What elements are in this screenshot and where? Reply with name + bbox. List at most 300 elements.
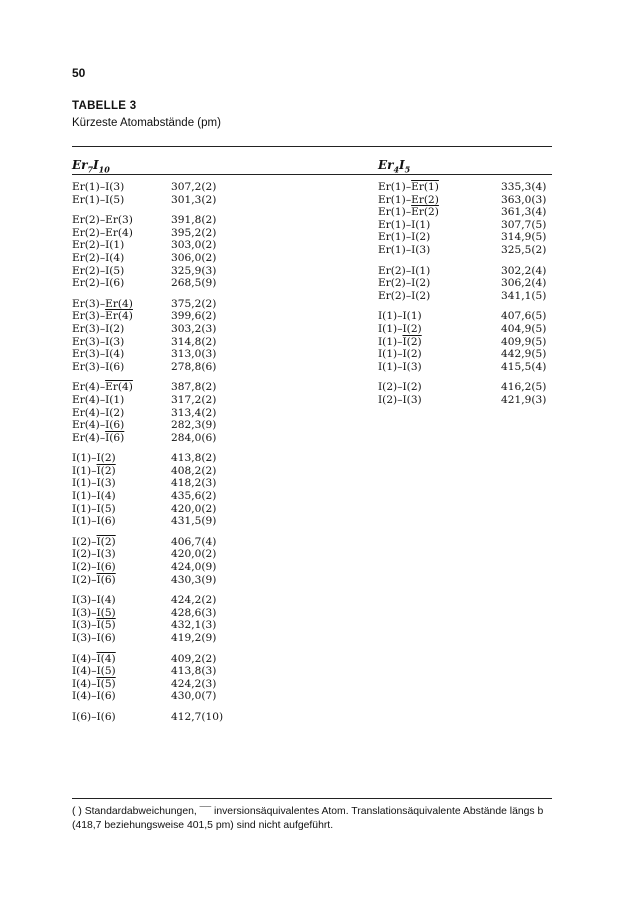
- atom-b: I(2): [96, 535, 116, 548]
- distance-value: 302,2(4): [501, 264, 547, 277]
- atom-a: Er(3): [72, 310, 100, 323]
- distance-row: [72, 477, 272, 490]
- pair-dash: –: [397, 310, 403, 323]
- pair-dash: –: [99, 431, 106, 444]
- pair-dash: –: [91, 710, 97, 723]
- pair-dash: –: [91, 515, 97, 528]
- atom-a: I(4): [72, 677, 92, 690]
- distance-value: 387,8(2): [171, 381, 217, 394]
- atom-b: I(1): [105, 239, 125, 252]
- pair-dash: –: [405, 289, 412, 302]
- atom-b: I(3): [96, 477, 116, 490]
- pair-dash: –: [99, 322, 106, 335]
- distance-row: [72, 227, 272, 240]
- atom-pair: [72, 711, 116, 724]
- atom-b: I(5): [96, 677, 116, 690]
- distance-row: [72, 536, 272, 549]
- atom-a: Er(4): [72, 431, 100, 444]
- atom-b: I(5): [96, 606, 116, 619]
- group-spacer: [72, 528, 272, 536]
- distance-row: [72, 452, 272, 465]
- distance-row: [72, 181, 272, 194]
- atom-a: I(6): [72, 710, 92, 723]
- distance-value: 325,9(3): [171, 264, 217, 277]
- table-caption: Kürzeste Atomabstände (pm): [72, 117, 221, 129]
- pair-dash: –: [99, 264, 106, 277]
- atom-pair: [378, 381, 422, 394]
- atom-a: I(1): [378, 310, 398, 323]
- pair-dash: –: [91, 619, 97, 632]
- distance-row: [72, 574, 272, 587]
- atom-a: I(2): [378, 381, 398, 394]
- atom-b: I(5): [96, 665, 116, 678]
- atom-a: I(2): [378, 393, 398, 406]
- atom-a: Er(1): [378, 231, 406, 244]
- distance-value: 431,5(9): [171, 515, 217, 528]
- pair-dash: –: [99, 348, 106, 361]
- atom-pair: [378, 194, 439, 207]
- atom-a: Er(4): [72, 419, 100, 432]
- atom-b: I(6): [96, 710, 116, 723]
- atom-a: I(1): [72, 490, 92, 503]
- atom-b: I(5): [105, 264, 125, 277]
- distance-row: [72, 323, 272, 336]
- pair-dash: –: [397, 335, 403, 348]
- distance-row: [72, 419, 272, 432]
- atom-pair: [378, 219, 430, 232]
- atom-pair: [72, 194, 124, 207]
- distance-value: 420,0(2): [171, 502, 217, 515]
- distance-row: [72, 298, 272, 311]
- atom-pair: [72, 653, 116, 666]
- distance-row: [72, 490, 272, 503]
- pair-dash: –: [99, 406, 106, 419]
- distance-row: [378, 290, 552, 303]
- distance-row: [378, 310, 552, 323]
- atom-b: Er(2): [411, 193, 439, 206]
- atom-a: I(4): [72, 652, 92, 665]
- group-spacer: [378, 257, 552, 265]
- pair-dash: –: [397, 322, 403, 335]
- distance-row: [72, 265, 272, 278]
- pair-dash: –: [397, 393, 403, 406]
- distance-value: 313,0(3): [171, 348, 217, 361]
- distance-value: 418,2(3): [171, 477, 217, 490]
- distance-row: [72, 632, 272, 645]
- distance-row: [72, 394, 272, 407]
- pair-dash: –: [91, 665, 97, 678]
- atom-pair: [378, 361, 422, 374]
- atom-b: I(3): [402, 393, 422, 406]
- distance-value: 430,3(9): [171, 573, 217, 586]
- distance-row: [72, 594, 272, 607]
- pair-dash: –: [99, 360, 106, 373]
- distance-row: [72, 678, 272, 691]
- atom-pair: [378, 336, 422, 349]
- group-spacer: [72, 645, 272, 653]
- atom-pair: [72, 239, 124, 252]
- atom-b: I(4): [105, 348, 125, 361]
- pair-dash: –: [99, 226, 106, 239]
- atom-pair: [72, 181, 124, 194]
- atom-b: I(5): [96, 502, 116, 515]
- page-number: 50: [72, 66, 86, 80]
- atom-b: I(3): [411, 243, 431, 256]
- atom-a: Er(2): [72, 226, 100, 239]
- group-spacer: [72, 703, 272, 711]
- pair-dash: –: [99, 277, 106, 290]
- distance-row: [72, 407, 272, 420]
- atom-pair: [378, 323, 422, 336]
- atom-pair: [72, 465, 116, 478]
- group-spacer: [72, 586, 272, 594]
- pair-dash: –: [99, 239, 106, 252]
- atom-a: Er(3): [72, 335, 100, 348]
- pair-dash: –: [99, 251, 106, 264]
- distance-value: 341,1(5): [501, 289, 547, 302]
- pair-dash: –: [91, 502, 97, 515]
- atom-pair: [72, 503, 116, 516]
- distance-value: 282,3(9): [171, 419, 217, 432]
- distance-row: [72, 711, 272, 724]
- pair-dash: –: [91, 632, 97, 644]
- atom-pair: [378, 206, 439, 219]
- atom-pair: [72, 619, 116, 632]
- distance-value: 424,0(9): [171, 561, 217, 574]
- atom-b: I(3): [105, 335, 125, 348]
- pair-dash: –: [91, 548, 97, 561]
- atom-a: Er(2): [378, 264, 406, 277]
- atom-a: I(2): [72, 573, 92, 586]
- distance-value: 303,0(2): [171, 239, 217, 252]
- distance-value: 278,8(6): [171, 360, 217, 373]
- left-distance-column: [72, 181, 272, 724]
- distance-value: 430,0(7): [171, 690, 217, 703]
- atom-b: Er(4): [105, 297, 133, 310]
- distance-row: [72, 381, 272, 394]
- atom-a: Er(1): [378, 193, 406, 206]
- distance-value: 413,8(2): [171, 452, 217, 465]
- atom-b: Er(3): [105, 214, 133, 227]
- atom-b: I(6): [96, 632, 116, 644]
- pair-dash: –: [405, 243, 412, 256]
- atom-pair: [378, 290, 430, 303]
- distance-row: [378, 265, 552, 278]
- atom-b: I(6): [105, 431, 125, 444]
- atom-a: Er(1): [378, 206, 406, 219]
- distance-row: [72, 548, 272, 561]
- pair-dash: –: [91, 677, 97, 690]
- atom-a: Er(4): [72, 406, 100, 419]
- distance-value: 306,0(2): [171, 251, 217, 264]
- distance-row: [378, 323, 552, 336]
- pair-dash: –: [91, 452, 97, 465]
- distance-value: 306,2(4): [501, 277, 547, 290]
- atom-b: I(6): [96, 515, 116, 528]
- distance-row: [72, 277, 272, 290]
- atom-a: I(1): [72, 452, 92, 465]
- distance-row: [378, 381, 552, 394]
- pair-dash: –: [91, 573, 97, 586]
- distance-value: 435,6(2): [171, 490, 217, 503]
- pair-dash: –: [405, 264, 412, 277]
- atom-b: Er(4): [105, 381, 133, 394]
- atom-pair: [72, 632, 116, 645]
- distance-value: 432,1(3): [171, 619, 217, 632]
- atom-a: Er(3): [72, 348, 100, 361]
- table-bottom-rule: [72, 798, 552, 799]
- atom-a: Er(1): [72, 181, 100, 193]
- distance-row: [378, 206, 552, 219]
- pair-dash: –: [91, 690, 97, 703]
- distance-value: 413,8(3): [171, 665, 217, 678]
- distance-row: [72, 336, 272, 349]
- distance-row: [378, 361, 552, 374]
- atom-pair: [72, 561, 116, 574]
- atom-pair: [72, 336, 124, 349]
- atom-pair: [378, 310, 422, 323]
- distance-row: [378, 244, 552, 257]
- atom-pair: [378, 265, 430, 278]
- atom-pair: [72, 490, 116, 503]
- distance-value: 395,2(2): [171, 226, 217, 239]
- atom-b: I(1): [402, 310, 422, 323]
- atom-pair: [378, 394, 422, 407]
- atom-pair: [72, 477, 116, 490]
- atom-b: I(3): [96, 548, 116, 561]
- atom-b: I(1): [105, 393, 125, 406]
- distance-value: 307,2(2): [171, 181, 217, 193]
- atom-a: I(1): [378, 348, 398, 361]
- distance-row: [378, 181, 552, 194]
- distance-value: 404,9(5): [501, 322, 547, 335]
- pair-dash: –: [99, 214, 106, 227]
- distance-value: 415,5(4): [501, 360, 547, 373]
- atom-pair: [72, 394, 124, 407]
- atom-a: I(3): [72, 594, 92, 607]
- distance-value: 421,9(3): [501, 393, 547, 406]
- atom-pair: [72, 665, 116, 678]
- distance-value: 317,2(2): [171, 393, 217, 406]
- distance-value: 416,2(5): [501, 381, 547, 394]
- atom-pair: [378, 181, 439, 194]
- group-spacer: [378, 373, 552, 381]
- atom-a: Er(1): [378, 243, 406, 256]
- pair-dash: –: [99, 310, 106, 323]
- atom-a: Er(2): [72, 214, 100, 227]
- distance-value: 409,9(5): [501, 335, 547, 348]
- atom-a: Er(1): [378, 218, 406, 231]
- atom-pair: [378, 231, 430, 244]
- distance-row: [378, 231, 552, 244]
- pair-dash: –: [91, 535, 97, 548]
- atom-a: I(4): [72, 690, 92, 703]
- pair-dash: –: [99, 335, 106, 348]
- atom-pair: [72, 432, 124, 445]
- atom-a: I(2): [72, 535, 92, 548]
- atom-a: Er(2): [72, 264, 100, 277]
- distance-value: 420,0(2): [171, 548, 217, 561]
- atom-pair: [72, 265, 124, 278]
- atom-a: Er(4): [72, 393, 100, 406]
- distance-value: 442,9(5): [501, 348, 547, 361]
- distance-row: [72, 465, 272, 478]
- atom-b: I(2): [402, 322, 422, 335]
- pair-dash: –: [405, 218, 412, 231]
- distance-value: 313,4(2): [171, 406, 217, 419]
- atom-a: Er(3): [72, 297, 100, 310]
- atom-b: I(6): [105, 360, 125, 373]
- distance-row: [72, 653, 272, 666]
- atom-b: I(5): [96, 619, 116, 632]
- atom-pair: [72, 452, 116, 465]
- atom-pair: [72, 381, 133, 394]
- atom-pair: [72, 310, 133, 323]
- distance-value: 375,2(2): [171, 297, 217, 310]
- atom-pair: [72, 536, 116, 549]
- pair-dash: –: [405, 193, 412, 206]
- atom-pair: [72, 361, 124, 374]
- distance-row: [72, 665, 272, 678]
- atom-pair: [72, 214, 133, 227]
- atom-pair: [72, 607, 116, 620]
- group-spacer: [72, 290, 272, 298]
- atom-a: I(4): [72, 665, 92, 678]
- atom-b: I(2): [402, 335, 422, 348]
- pair-dash: –: [91, 561, 97, 574]
- distance-value: 335,3(4): [501, 181, 547, 193]
- footnote: ( ) Standardabweichungen, ¯¯ inversionsäquivalentes Atom. Translationsäquivalente Abstände längs b (418,7 beziehungsweise 401,5 pm) sind nicht aufgeführt.: [72, 806, 544, 831]
- distance-row: [378, 194, 552, 207]
- pair-dash: –: [91, 594, 97, 607]
- atom-pair: [72, 690, 116, 703]
- distance-value: 363,0(3): [501, 193, 547, 206]
- atom-a: Er(2): [378, 277, 406, 290]
- atom-pair: [72, 574, 116, 587]
- right-distance-column: [378, 181, 552, 407]
- atom-b: I(3): [402, 360, 422, 373]
- distance-row: [72, 310, 272, 323]
- atom-a: Er(2): [72, 239, 100, 252]
- distance-row: [378, 348, 552, 361]
- distance-value: 419,2(9): [171, 632, 217, 644]
- atom-a: Er(2): [378, 289, 406, 302]
- atom-a: I(1): [72, 502, 92, 515]
- atom-pair: [72, 419, 124, 432]
- atom-b: Er(1): [411, 181, 439, 193]
- atom-a: I(1): [378, 335, 398, 348]
- distance-value: 314,8(2): [171, 335, 217, 348]
- distance-value: 412,7(10): [171, 710, 224, 723]
- right-column-header: $Er_4I_5$: [378, 158, 411, 175]
- atom-a: Er(1): [72, 193, 100, 206]
- distance-value: 361,3(4): [501, 206, 547, 219]
- pair-dash: –: [99, 381, 106, 394]
- distance-value: 307,7(5): [501, 218, 547, 231]
- atom-pair: [72, 323, 124, 336]
- pair-dash: –: [99, 297, 106, 310]
- distance-row: [72, 619, 272, 632]
- atom-b: I(2): [402, 381, 422, 394]
- atom-b: I(6): [96, 690, 116, 703]
- atom-a: Er(3): [72, 322, 100, 335]
- atom-a: Er(3): [72, 360, 100, 373]
- atom-pair: [72, 298, 133, 311]
- distance-value: 303,2(3): [171, 322, 217, 335]
- atom-a: I(1): [378, 322, 398, 335]
- atom-pair: [72, 348, 124, 361]
- pair-dash: –: [91, 477, 97, 490]
- atom-b: I(2): [411, 277, 431, 290]
- atom-pair: [378, 277, 430, 290]
- left-column-header: $Er_7I_{10}$: [72, 158, 110, 175]
- distance-row: [72, 690, 272, 703]
- atom-b: I(3): [105, 181, 125, 193]
- atom-b: I(2): [96, 464, 116, 477]
- atom-b: I(2): [411, 289, 431, 302]
- distance-value: 407,6(5): [501, 310, 547, 323]
- atom-b: I(2): [105, 322, 125, 335]
- atom-b: Er(4): [105, 226, 133, 239]
- atom-b: I(6): [96, 573, 116, 586]
- distance-value: 268,5(9): [171, 277, 217, 290]
- pair-dash: –: [91, 652, 97, 665]
- distance-row: [72, 361, 272, 374]
- pair-dash: –: [91, 490, 97, 503]
- atom-b: I(1): [411, 264, 431, 277]
- atom-b: I(2): [402, 348, 422, 361]
- atom-b: I(2): [105, 406, 125, 419]
- distance-row: [72, 214, 272, 227]
- distance-value: 428,6(3): [171, 606, 217, 619]
- atom-pair: [72, 594, 116, 607]
- atom-pair: [378, 244, 430, 257]
- atom-a: I(1): [378, 360, 398, 373]
- atom-a: Er(1): [378, 181, 406, 193]
- atom-pair: [72, 277, 124, 290]
- distance-value: 424,2(3): [171, 677, 217, 690]
- pair-dash: –: [397, 381, 403, 394]
- atom-b: I(6): [105, 419, 125, 432]
- atom-pair: [378, 348, 422, 361]
- atom-a: I(3): [72, 606, 92, 619]
- distance-value: 314,9(5): [501, 231, 547, 244]
- distance-value: 408,2(2): [171, 464, 217, 477]
- atom-b: I(4): [96, 490, 116, 503]
- table-label: TABELLE 3: [72, 100, 137, 112]
- group-spacer: [72, 206, 272, 214]
- distance-row: [378, 277, 552, 290]
- atom-b: Er(4): [105, 310, 133, 323]
- distance-row: [72, 515, 272, 528]
- pair-dash: –: [91, 606, 97, 619]
- distance-value: 406,7(4): [171, 535, 217, 548]
- pair-dash: –: [99, 193, 106, 206]
- pair-dash: –: [99, 419, 106, 432]
- atom-b: I(2): [96, 452, 116, 465]
- atom-pair: [72, 252, 124, 265]
- distance-row: [72, 503, 272, 516]
- atom-b: I(6): [96, 561, 116, 574]
- atom-a: I(3): [72, 619, 92, 632]
- atom-b: I(6): [105, 277, 125, 290]
- distance-row: [378, 394, 552, 407]
- atom-b: I(4): [105, 251, 125, 264]
- table-header-rule: [72, 174, 552, 175]
- distance-value: 325,5(2): [501, 243, 547, 256]
- distance-row: [72, 607, 272, 620]
- atom-a: I(1): [72, 477, 92, 490]
